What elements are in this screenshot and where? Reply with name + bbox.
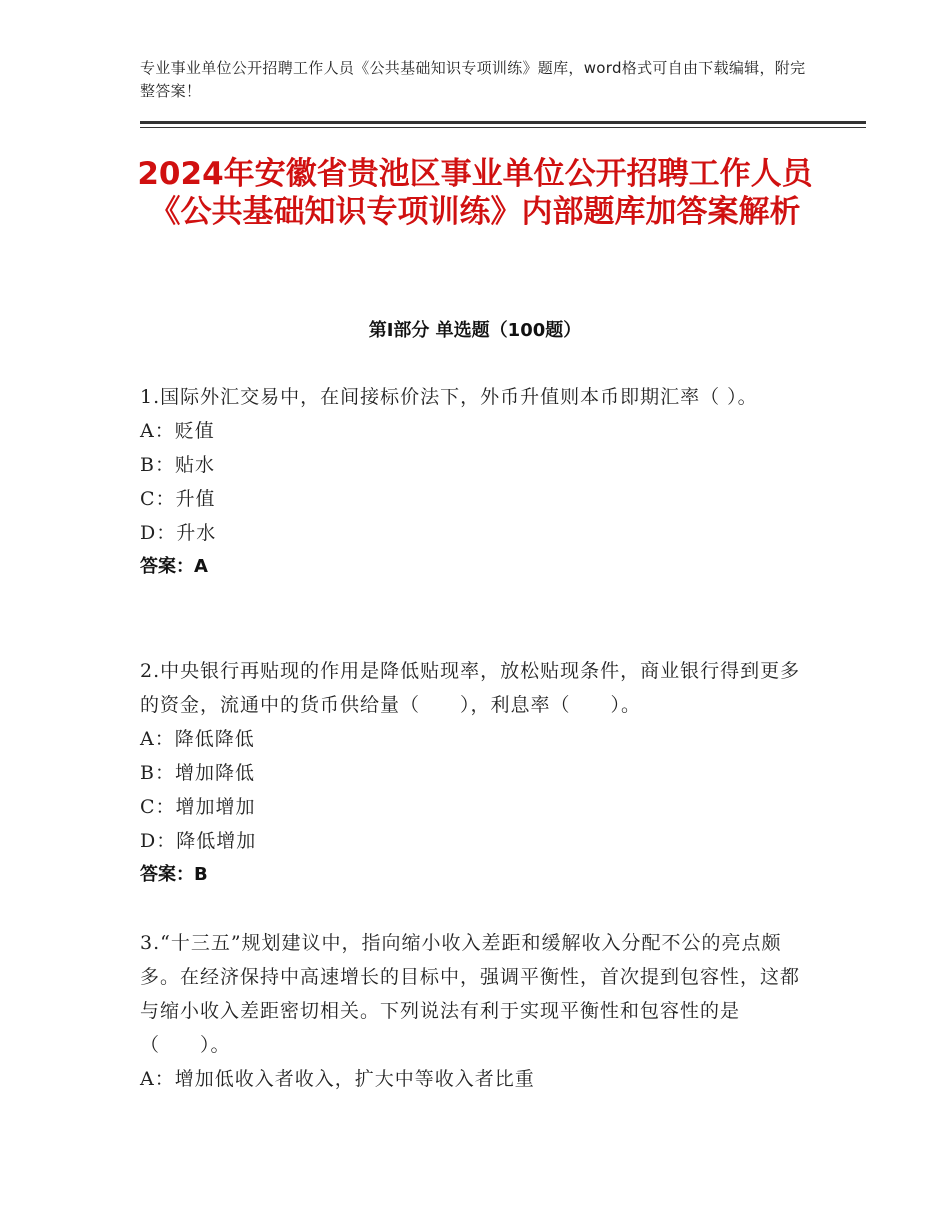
option-d: D：降低增加 bbox=[140, 830, 257, 852]
header-rule-thin bbox=[140, 127, 866, 128]
option-a: A：增加低收入者收入，扩大中等收入者比重 bbox=[140, 1068, 535, 1090]
option-b: B：增加降低 bbox=[140, 762, 255, 784]
option-d: D：升水 bbox=[140, 522, 217, 544]
header-note: 专业事业单位公开招聘工作人员《公共基础知识专项训练》题库，word格式可自由下载编辑，附完整答案！ bbox=[140, 59, 806, 100]
answer: 答案：B bbox=[140, 864, 208, 885]
question-text: 1.国际外汇交易中，在间接标价法下，外币升值则本币即期汇率（ ）。 bbox=[140, 386, 758, 408]
question-3 bbox=[140, 926, 810, 1096]
question-1 bbox=[140, 380, 810, 584]
option-b: B：贴水 bbox=[140, 454, 215, 476]
question-text: 2.中央银行再贴现的作用是降低贴现率，放松贴现条件，商业银行得到更多的资金，流通中的货币供给量（ ），利息率（ ）。 bbox=[140, 660, 801, 716]
option-a: A：降低降低 bbox=[140, 728, 255, 750]
section-title: 第Ⅰ部分 单选题（100题） bbox=[368, 320, 582, 341]
option-a: A：贬值 bbox=[140, 420, 215, 442]
document-title: 2024年安徽省贵池区事业单位公开招聘工作人员《公共基础知识专项训练》内部题库加答案解析 bbox=[137, 156, 813, 230]
question-2 bbox=[140, 654, 810, 892]
option-c: C：升值 bbox=[140, 488, 216, 510]
option-c: C：增加增加 bbox=[140, 796, 256, 818]
header-rule-thick bbox=[140, 121, 866, 124]
answer: 答案：A bbox=[140, 556, 208, 577]
question-text: 3.“十三五”规划建议中，指向缩小收入差距和缓解收入分配不公的亮点颇多。在经济保持中高速增长的目标中，强调平衡性，首次提到包容性，这都与缩小收入差距密切相关。下列说法有利于实现平衡性和包容性的是（ ）。 bbox=[140, 932, 801, 1056]
